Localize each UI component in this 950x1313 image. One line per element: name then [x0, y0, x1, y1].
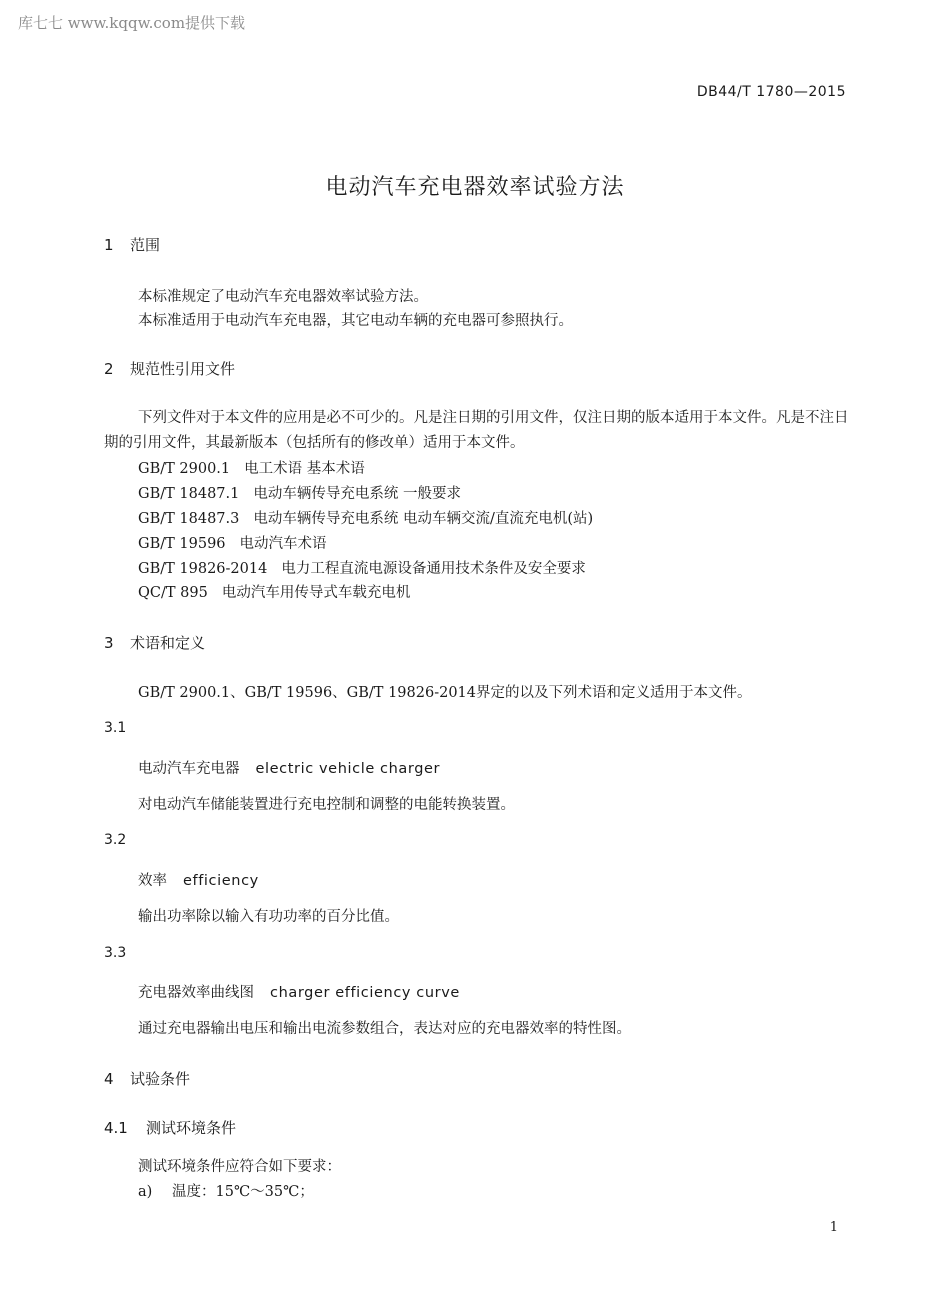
reference-item — [138, 557, 586, 578]
term-zh: 效率 — [138, 873, 167, 889]
subsection-heading-environment — [104, 1117, 236, 1138]
term-entry — [138, 981, 460, 1002]
section-number: 1 — [104, 236, 114, 254]
reference-code: QC/T 895 — [138, 585, 208, 601]
section-number: 2 — [104, 360, 114, 378]
section-title: 范围 — [130, 236, 161, 254]
term-definition: 通过充电器输出电压和输出电流参数组合，表达对应的充电器效率的特性图。 — [138, 1021, 631, 1037]
term-entry — [138, 869, 259, 890]
term-definition: 输出功率除以输入有功功率的百分比值。 — [138, 909, 399, 925]
reference-title: 电动汽车术语 — [239, 536, 327, 552]
term-definition: 对电动汽车储能装置进行充电控制和调整的电能转换装置。 — [138, 797, 515, 813]
section-title: 测试环境条件 — [146, 1119, 237, 1137]
term-en: electric vehicle charger — [255, 761, 441, 777]
condition-text: 温度：15℃～35℃； — [172, 1184, 314, 1200]
reference-item — [138, 532, 327, 553]
reference-code: GB/T 18487.3 — [138, 511, 240, 527]
reference-title: 电动车辆传导充电系统 一般要求 — [253, 486, 461, 502]
clause-number: 3.1 — [104, 720, 127, 736]
reference-item — [138, 457, 365, 478]
reference-title: 电动汽车用传导式车载充电机 — [221, 585, 411, 601]
section-title: 规范性引用文件 — [130, 360, 236, 378]
section-heading-terms — [104, 632, 205, 653]
document-number: DB44/T 1780—2015 — [696, 84, 846, 100]
clause-number: 3.2 — [104, 832, 127, 848]
scope-paragraph-2: 本标准适用于电动汽车充电器，其它电动车辆的充电器可参照执行。 — [138, 313, 573, 329]
conditions-intro: 测试环境条件应符合如下要求： — [138, 1159, 341, 1175]
section-title: 术语和定义 — [130, 634, 206, 652]
section-heading-normative-references — [104, 358, 235, 379]
term-entry — [138, 757, 440, 778]
section-heading-scope — [104, 234, 160, 255]
section-number: 3 — [104, 634, 114, 652]
reference-title: 电力工程直流电源设备通用技术条件及安全要求 — [281, 561, 586, 577]
reference-item — [138, 482, 461, 503]
section-heading-test-conditions — [104, 1068, 190, 1089]
section-number: 4.1 — [104, 1119, 128, 1137]
reference-item — [138, 507, 593, 528]
reference-code: GB/T 19596 — [138, 536, 226, 552]
clause-number: 3.3 — [104, 945, 127, 961]
reference-item — [138, 581, 410, 602]
condition-item — [138, 1180, 314, 1201]
terms-intro-paragraph: GB/T 2900.1、GB/T 19596、GB/T 19826-2014界定的以及下列术语和定义适用于本文件。 — [138, 685, 752, 701]
page-number: 1 — [829, 1220, 838, 1235]
term-en: efficiency — [183, 873, 259, 889]
condition-label: a) — [138, 1184, 153, 1200]
page-title: 电动汽车充电器效率试验方法 — [325, 175, 625, 200]
term-en: charger efficiency curve — [270, 985, 460, 1001]
reference-code: GB/T 2900.1 — [138, 461, 231, 477]
reference-title: 电动车辆传导充电系统 电动车辆交流/直流充电机(站) — [253, 511, 594, 527]
watermark-text: 库七七 www.kqqw.com提供下载 — [18, 14, 246, 32]
reference-code: GB/T 18487.1 — [138, 486, 240, 502]
section-title: 试验条件 — [130, 1070, 191, 1088]
term-zh: 电动汽车充电器 — [138, 761, 240, 777]
term-zh: 充电器效率曲线图 — [138, 985, 254, 1001]
reference-title: 电工术语 基本术语 — [244, 461, 365, 477]
reference-code: GB/T 19826-2014 — [138, 561, 268, 577]
normative-intro-paragraph: 下列文件对于本文件的应用是必不可少的。凡是注日期的引用文件，仅注日期的版本适用于本文件。凡是不注日期的引用文件，其最新版本（包括所有的修改单）适用于本文件。 — [104, 410, 849, 451]
scope-paragraph-1: 本标准规定了电动汽车充电器效率试验方法。 — [138, 289, 428, 305]
section-number: 4 — [104, 1070, 114, 1088]
